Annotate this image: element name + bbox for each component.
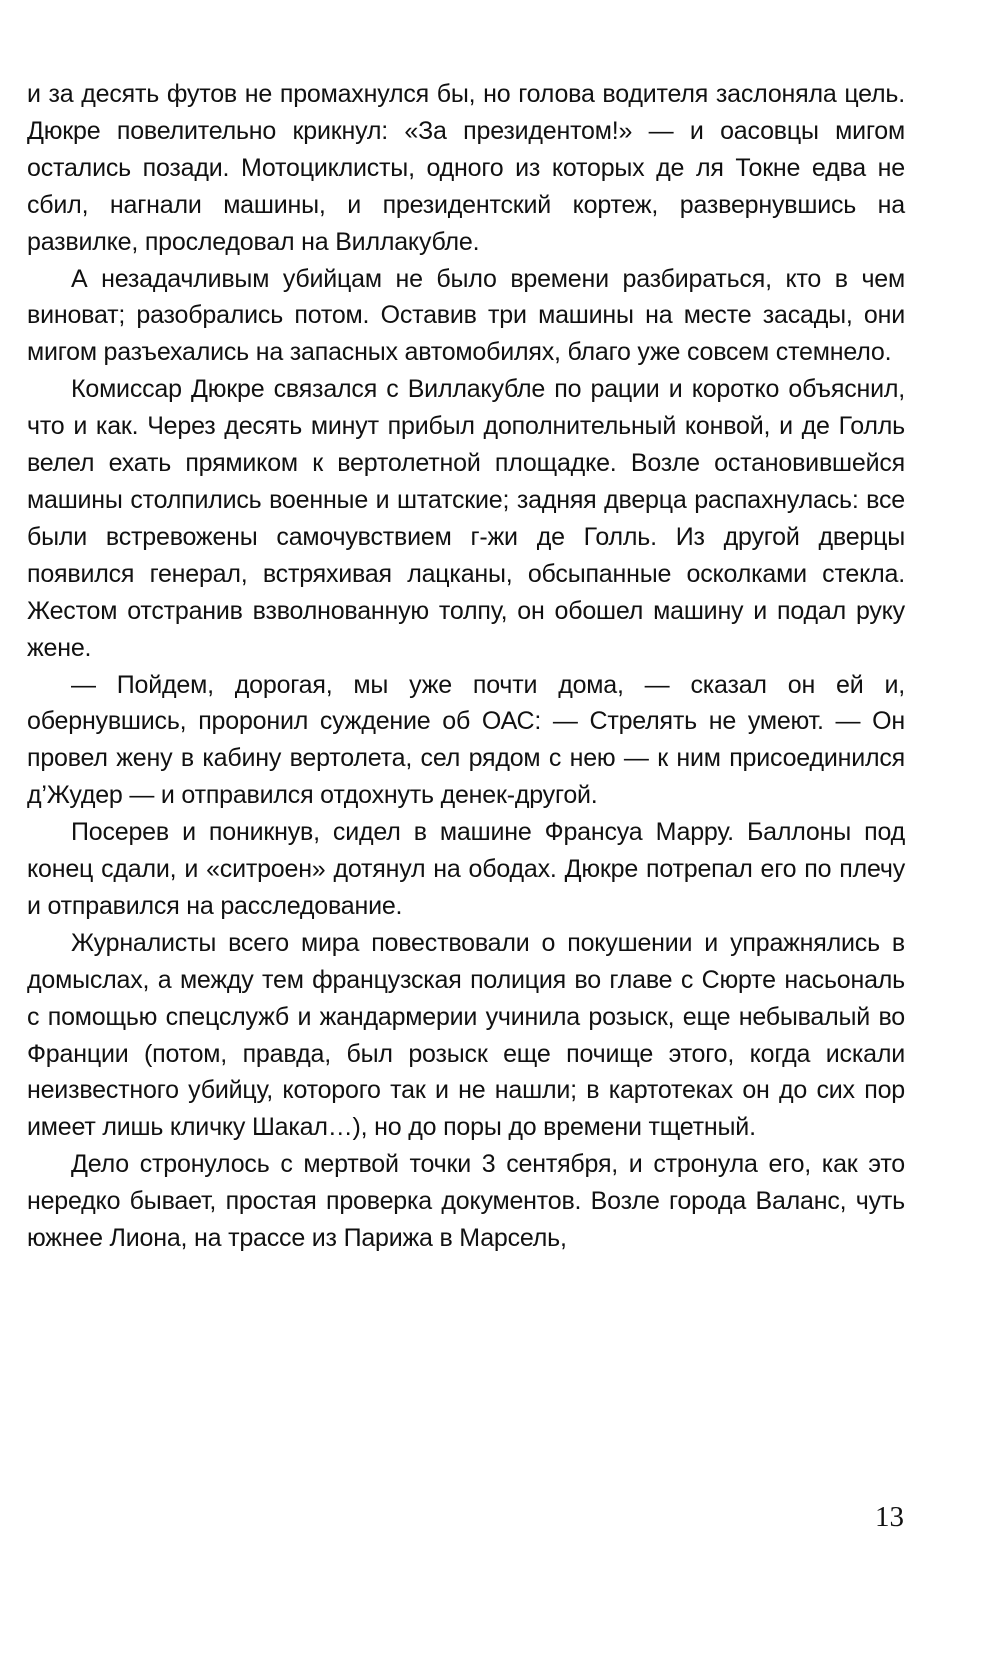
paragraph-4: — Пойдем, дорогая, мы уже почти дома, — сказал он ей и, обернувшись, проронил суждение об ОАС: — Стрелять не умеют. — Он провел жену в кабину вертолета, сел рядом с нею — к ним присоединился д’Жудер — и отправился отдохнуть денек-другой. [27, 670, 905, 810]
paragraph-6: Журналисты всего мира повествовали о покушении и упражнялись в домыслах, а между тем французская полиция во главе с Сюрте насьональ с помощью спецслужб и жандармерии учинила розыск, еще небывалый во Франции (потом, правда, был розыск еще почище этого, когда искали неизвестного убийцу, которого так и не нашли; в картотеках он до сих пор имеет лишь кличку Шакал…), но до поры до времени тщетный. [27, 928, 905, 1142]
paragraph-1: и за десять футов не промахнулся бы, но голова водителя заслоняла цель. Дюкре повелительно крикнул: «За президентом!» — и оасовцы мигом остались позади. Мотоциклисты, одного из которых де ля Токне едва не сбил, нагнали машины, и президентский кортеж, развернувшись на развилке, проследовал на Виллакубле. [27, 80, 905, 256]
paragraph-7: Дело стронулось с мертвой точки 3 сентября, и стронула его, как это нередко бывает, простая проверка документов. Возле города Валанс, чуть южнее Лиона, на трассе из Парижа в Марсель, [27, 1150, 905, 1253]
paragraph-5: Посерев и поникнув, сидел в машине Франсуа Марру. Баллоны под конец сдали, и «ситроен» дотянул на ободах. Дюкре потрепал его по плечу и отправился на расследование. [27, 818, 905, 920]
paragraph-3: Комиссар Дюкре связался с Виллакубле по рации и коротко объяснил, что и как. Через десять минут прибыл дополнительный конвой, и де Голль велел ехать прямиком к вертолетной площадке. Возле остановившейся машины столпились военные и штатские; задняя дверца распахнулась: все были встревожены самочувствием г-жи де Голль. Из другой дверцы появился генерал, встряхивая лацканы, обсыпанные осколками стекла. Жестом отстранив взволнованную толпу, он обошел машину и подал руку жене. [27, 375, 905, 662]
paragraph-2: А незадачливым убийцам не было времени разбираться, кто в чем виноват; разобрались потом. Оставив три машины на месте засады, они мигом разъехались на запасных автомобилях, благо уже совсем стемнело. [27, 264, 905, 367]
page-number: 13 [875, 1501, 904, 1533]
body-text [27, 76, 905, 1257]
